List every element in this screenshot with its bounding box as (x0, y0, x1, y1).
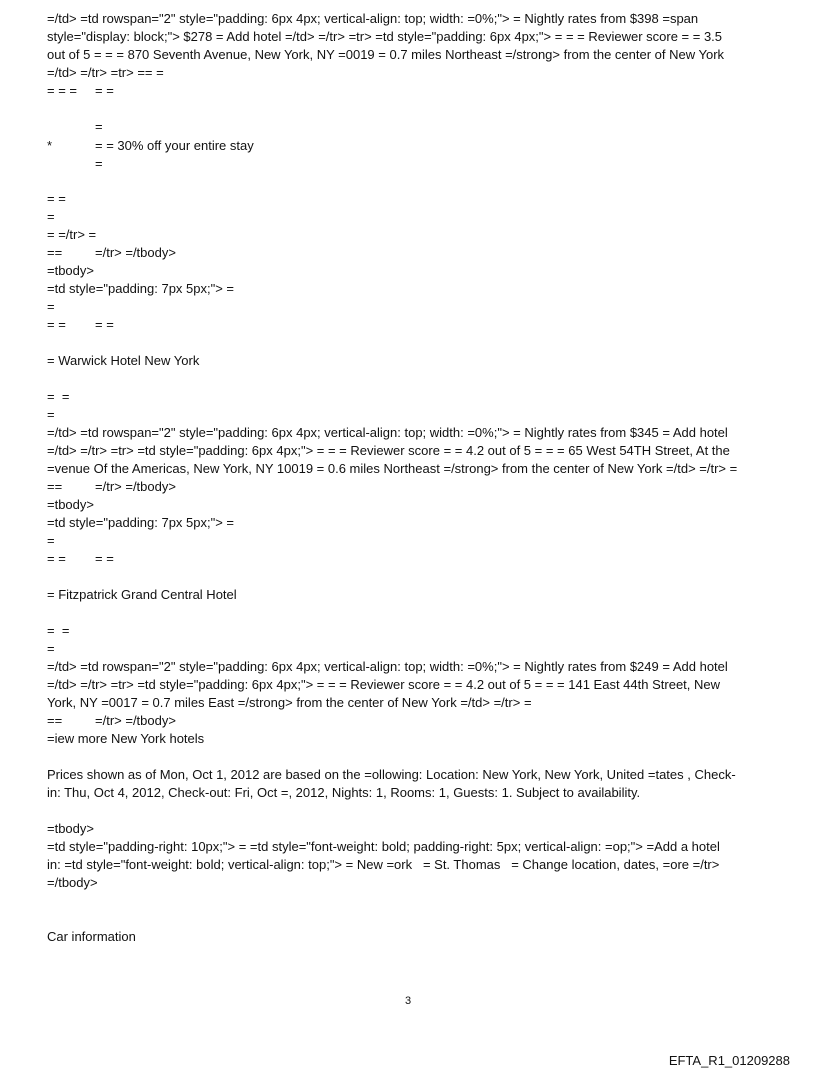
text-line: =tbody> (47, 263, 94, 278)
view-more-link[interactable]: =iew more New York hotels (47, 731, 205, 746)
text-line: == (47, 245, 63, 260)
text-line: = (47, 209, 55, 224)
text-line: = = (47, 623, 70, 638)
text-line: = =/tr> = (47, 227, 97, 242)
page-number: 3 (404, 995, 412, 1007)
text-line: =/td> =/tr> =tr> =td style="padding: 6px 4px;"> = = = Reviewer score = = 4.2 out of 5 = = = 141 East 44th Street, New (47, 677, 721, 692)
text-line: style="display: block;"> $278 = Add hotel =/td> =/tr> =tr> =td style="padding: 6px 4px;"> = = = Reviewer score = = 3.5 (47, 29, 723, 44)
text-line: = (47, 533, 55, 548)
text-line: =/td> =/tr> =tr> =td style="padding: 6px 4px;"> = = = Reviewer score = = 4.2 out of 5 = = = 65 West 54TH Street, At the (47, 443, 730, 458)
text-line: = (47, 641, 55, 656)
text-line: out of 5 = = = 870 Seventh Avenue, New York, NY =0019 = 0.7 miles Northeast =/strong> from the center of New York (47, 47, 725, 62)
text-line: =/tbody> (47, 875, 98, 890)
text-line: =/td> =td rowspan="2" style="padding: 6px 4px; vertical-align: top; width: =0%;"> = Nightly rates from $345 = Add hotel (47, 425, 728, 440)
section-heading: Car information (47, 929, 136, 944)
text-line: Prices shown as of Mon, Oct 1, 2012 are based on the =ollowing: Location: New York, New York, United =tates , Check- (47, 767, 736, 782)
text-line: =td style="padding: 7px 5px;"> = (47, 515, 235, 530)
text-line: = = (47, 317, 66, 332)
text-line: York, NY =0017 = 0.7 miles East =/strong> from the center of New York =/td> =/tr> = (47, 695, 532, 710)
text-line: = = (95, 551, 114, 566)
document-id: EFTA_R1_01209288 (668, 1053, 790, 1068)
text-line: = = (47, 551, 66, 566)
text-line: = = (95, 317, 114, 332)
text-line: =tbody> (47, 821, 94, 836)
text-line: =/tr> =/tbody> (95, 245, 176, 260)
text-line: =tbody> (47, 497, 94, 512)
text-line: =/td> =/tr> =tr> == = (47, 65, 164, 80)
text-line: =/tr> =/tbody> (95, 713, 176, 728)
text-line: = = (47, 389, 70, 404)
text-line: = (47, 407, 55, 422)
hotel-name: = Fitzpatrick Grand Central Hotel (47, 587, 237, 602)
bullet-marker: * (47, 138, 53, 153)
text-line: =/td> =td rowspan="2" style="padding: 6px 4px; vertical-align: top; width: =0%;"> = Nightly rates from $249 = Add hotel (47, 659, 728, 674)
text-line: = (47, 299, 55, 314)
hotel-name: = Warwick Hotel New York (47, 353, 200, 368)
text-line: == (47, 479, 63, 494)
text-line: =td style="padding-right: 10px;"> = =td style="font-weight: bold; padding-right: 5px; vertical-align: =op;"> =Add a hotel (47, 839, 720, 854)
offer-text: = = 30% off your entire stay (95, 138, 254, 153)
text-line: =td style="padding: 7px 5px;"> = (47, 281, 235, 296)
text-line: =/tr> =/tbody> (95, 479, 176, 494)
text-line: = = (47, 191, 66, 206)
text-line: in: Thu, Oct 4, 2012, Check-out: Fri, Oct =, 2012, Nights: 1, Rooms: 1, Guests: 1. Subject to availability. (47, 785, 641, 800)
text-line: = (95, 156, 103, 171)
text-line: == (47, 713, 63, 728)
text-line: =venue Of the Americas, New York, NY 10019 = 0.6 miles Northeast =/strong> from the center of New York =/td> =/tr> = (47, 461, 738, 476)
text-line: = = = = = (47, 83, 114, 98)
text-line: = (95, 119, 103, 134)
text-line: =/td> =td rowspan="2" style="padding: 6px 4px; vertical-align: top; width: =0%;"> = Nightly rates from $398 =span (47, 11, 699, 26)
text-line: in: =td style="font-weight: bold; vertical-align: top;"> = New =ork = St. Thomas = Change location, dates, =ore =/tr> (47, 857, 720, 872)
